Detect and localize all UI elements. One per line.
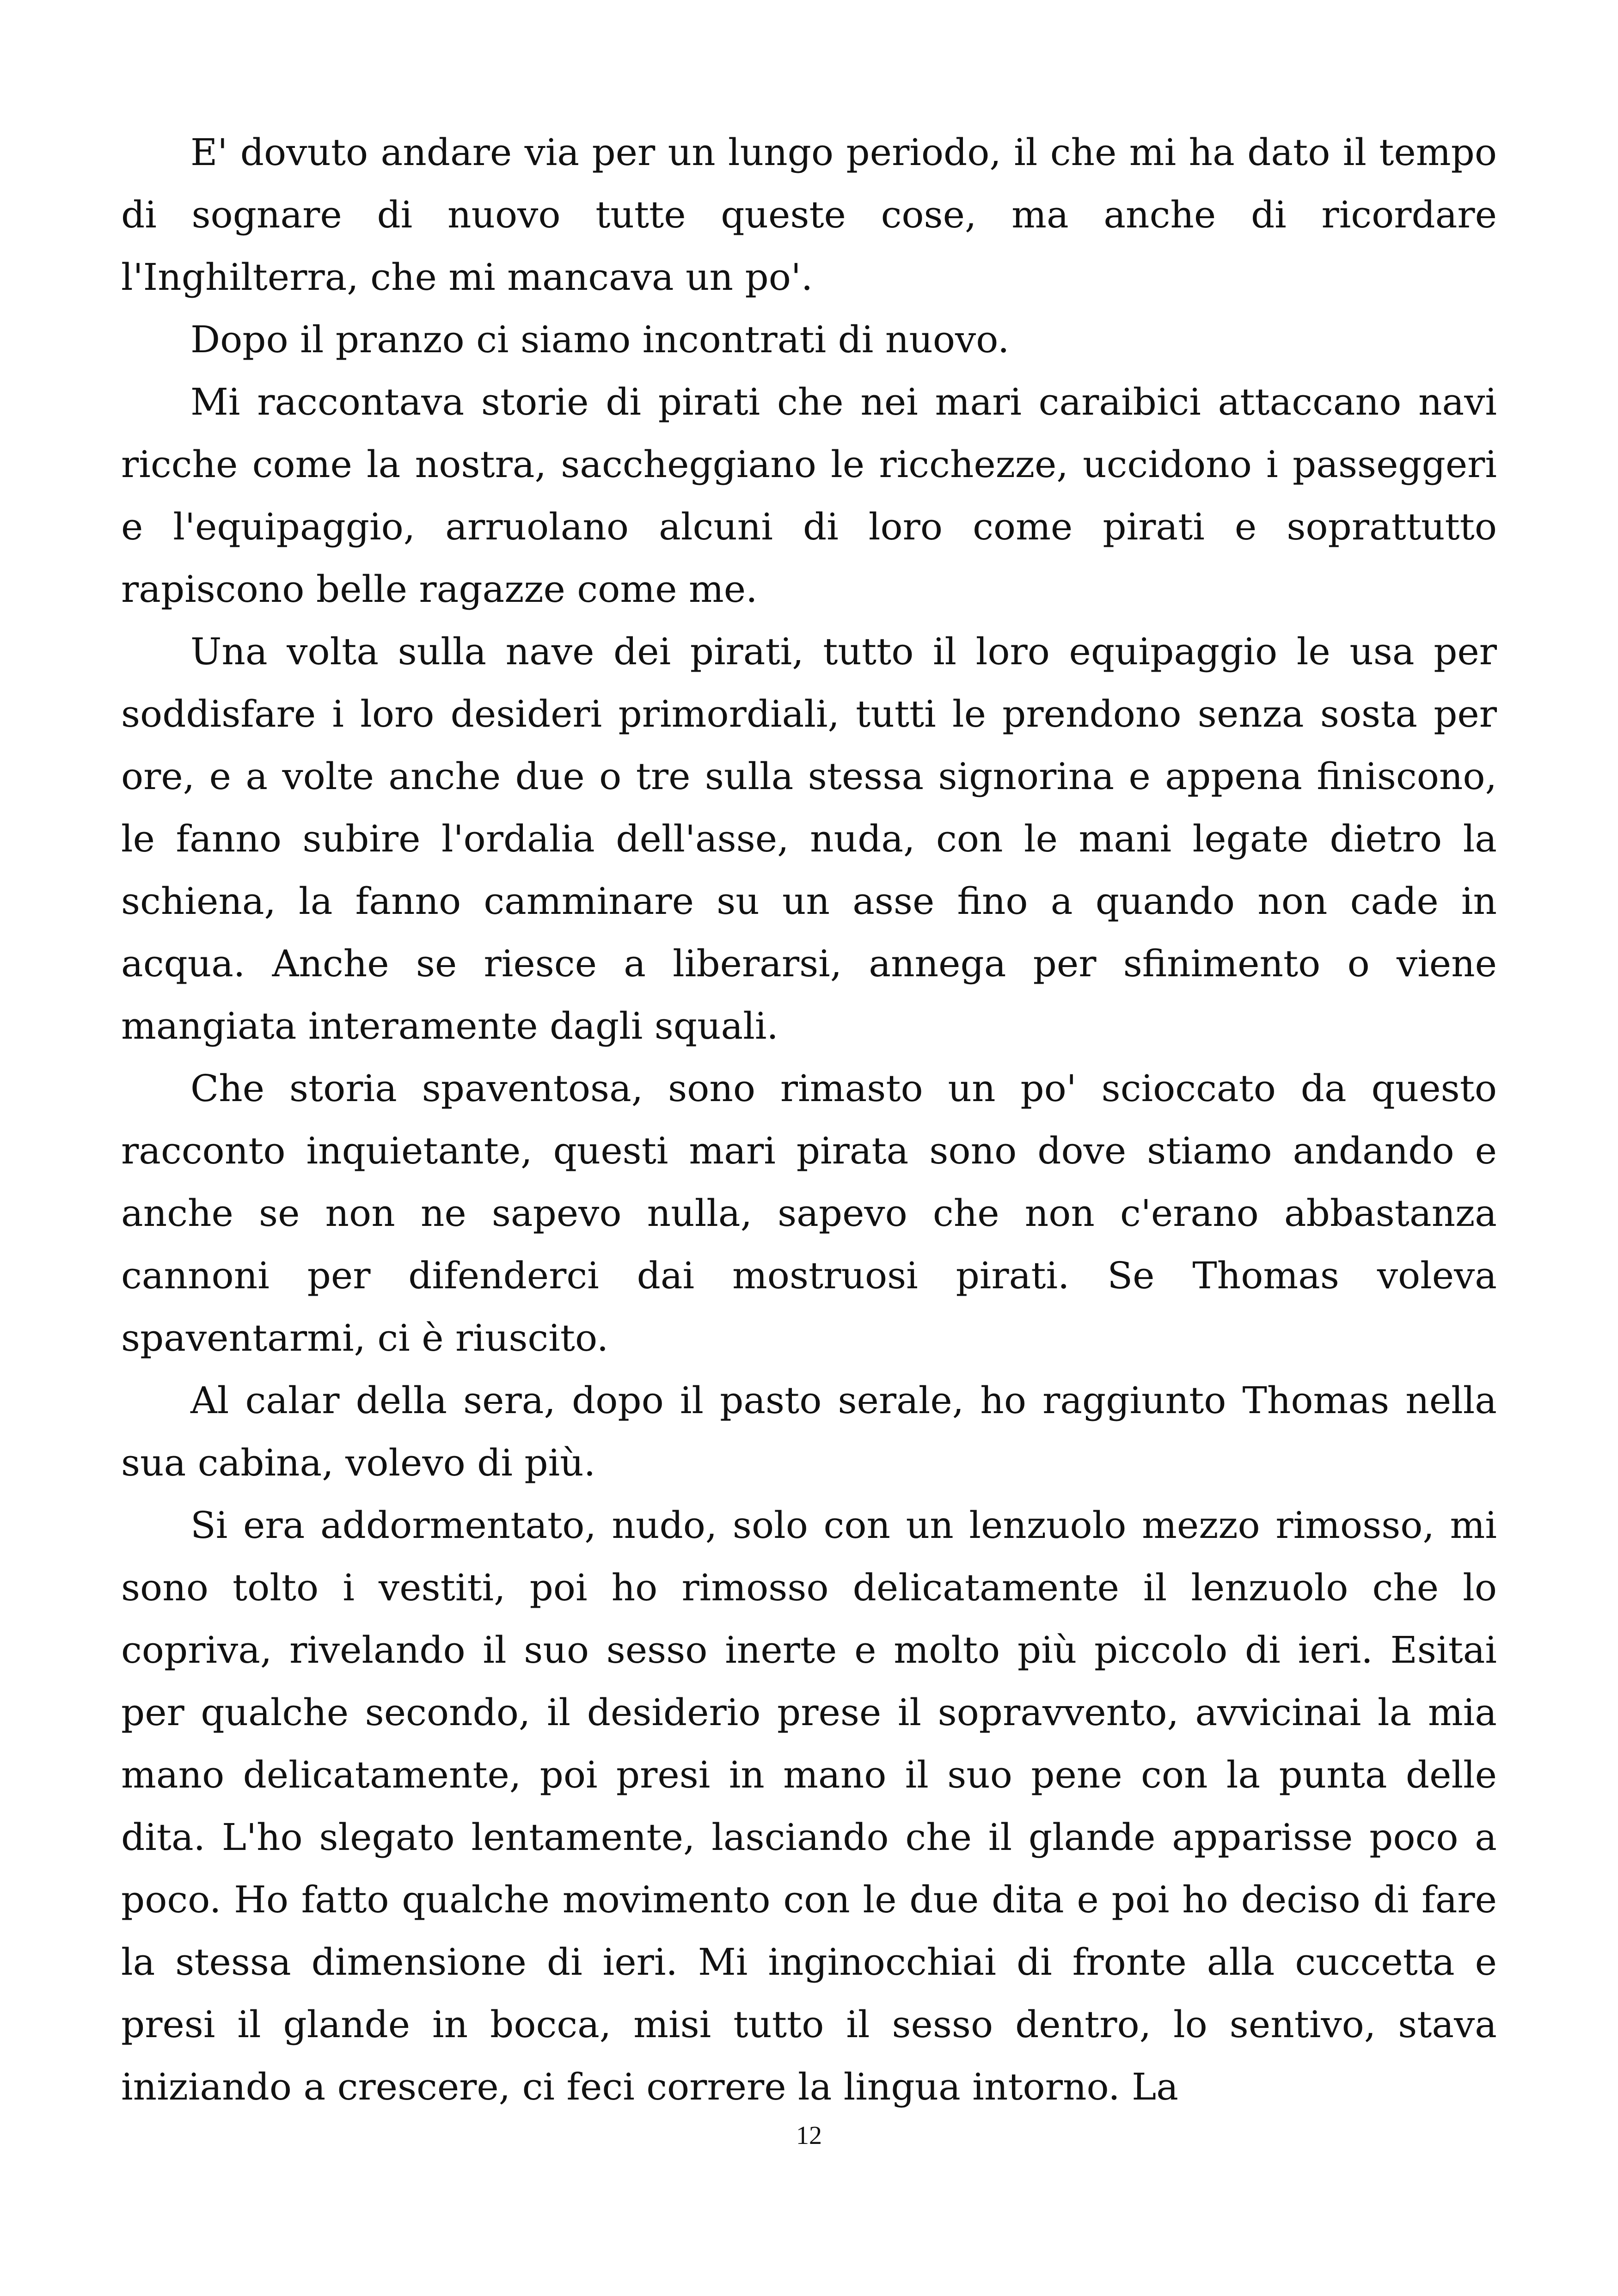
paragraph: Dopo il pranzo ci siamo incontrati di nuovo.: [190, 318, 1010, 361]
paragraph: Una volta sulla nave dei pirati, tutto il loro equipaggio le usa per soddisfare i loro desideri primordiali, tutti le prendono senza sosta per ore, e a volte anche due o tre sulla stessa signorina e appena finiscono, le fanno subire l'ordalia dell'asse, nuda, con le mani legate dietro la schiena, la fanno camminare su un asse fino a quando non cade in acqua. Anche se riesce a liberarsi, annega per sfinimento o viene mangiata interamente dagli squali.: [121, 630, 1497, 1047]
paragraph: Che storia spaventosa, sono rimasto un po' scioccato da questo racconto inquietante, questi mari pirata sono dove stiamo andando e anche se non ne sapevo nulla, sapevo che non c'erano abbastanza cannoni per difenderci dai mostruosi pirati. Se Thomas voleva spaventarmi, ci è riuscito.: [121, 1067, 1497, 1359]
paragraph: Mi raccontava storie di pirati che nei mari caraibici attaccano navi ricche come la nostra, saccheggiano le ricchezze, uccidono i passeggeri e l'equipaggio, arruolano alcuni di loro come pirati e soprattutto rapiscono belle ragazze come me.: [121, 380, 1497, 611]
paragraph: Al calar della sera, dopo il pasto serale, ho raggiunto Thomas nella sua cabina, volevo di più.: [121, 1379, 1497, 1484]
body-text: [121, 121, 1497, 2118]
page-number: 12: [796, 2121, 822, 2150]
paragraph: E' dovuto andare via per un lungo periodo, il che mi ha dato il tempo di sognare di nuovo tutte queste cose, ma anche di ricordare l'Inghilterra, che mi mancava un po'.: [121, 131, 1497, 299]
paragraph: Si era addormentato, nudo, solo con un lenzuolo mezzo rimosso, mi sono tolto i vestiti, poi ho rimosso delicatamente il lenzuolo che lo copriva, rivelando il suo sesso inerte e molto più piccolo di ieri. Esitai per qualche secondo, il desiderio prese il sopravvento, avvicinai la mia mano delicatamente, poi presi in mano il suo pene con la punta delle dita. L'ho slegato lentamente, lasciando che il glande apparisse poco a poco. Ho fatto qualche movimento con le due dita e poi ho deciso di fare la stessa dimensione di ieri. Mi inginocchiai di fronte alla cuccetta e presi il glande in bocca, misi tutto il sesso dentro, lo sentivo, stava iniziando a crescere, ci feci correre la lingua intorno. La: [121, 1504, 1497, 2108]
